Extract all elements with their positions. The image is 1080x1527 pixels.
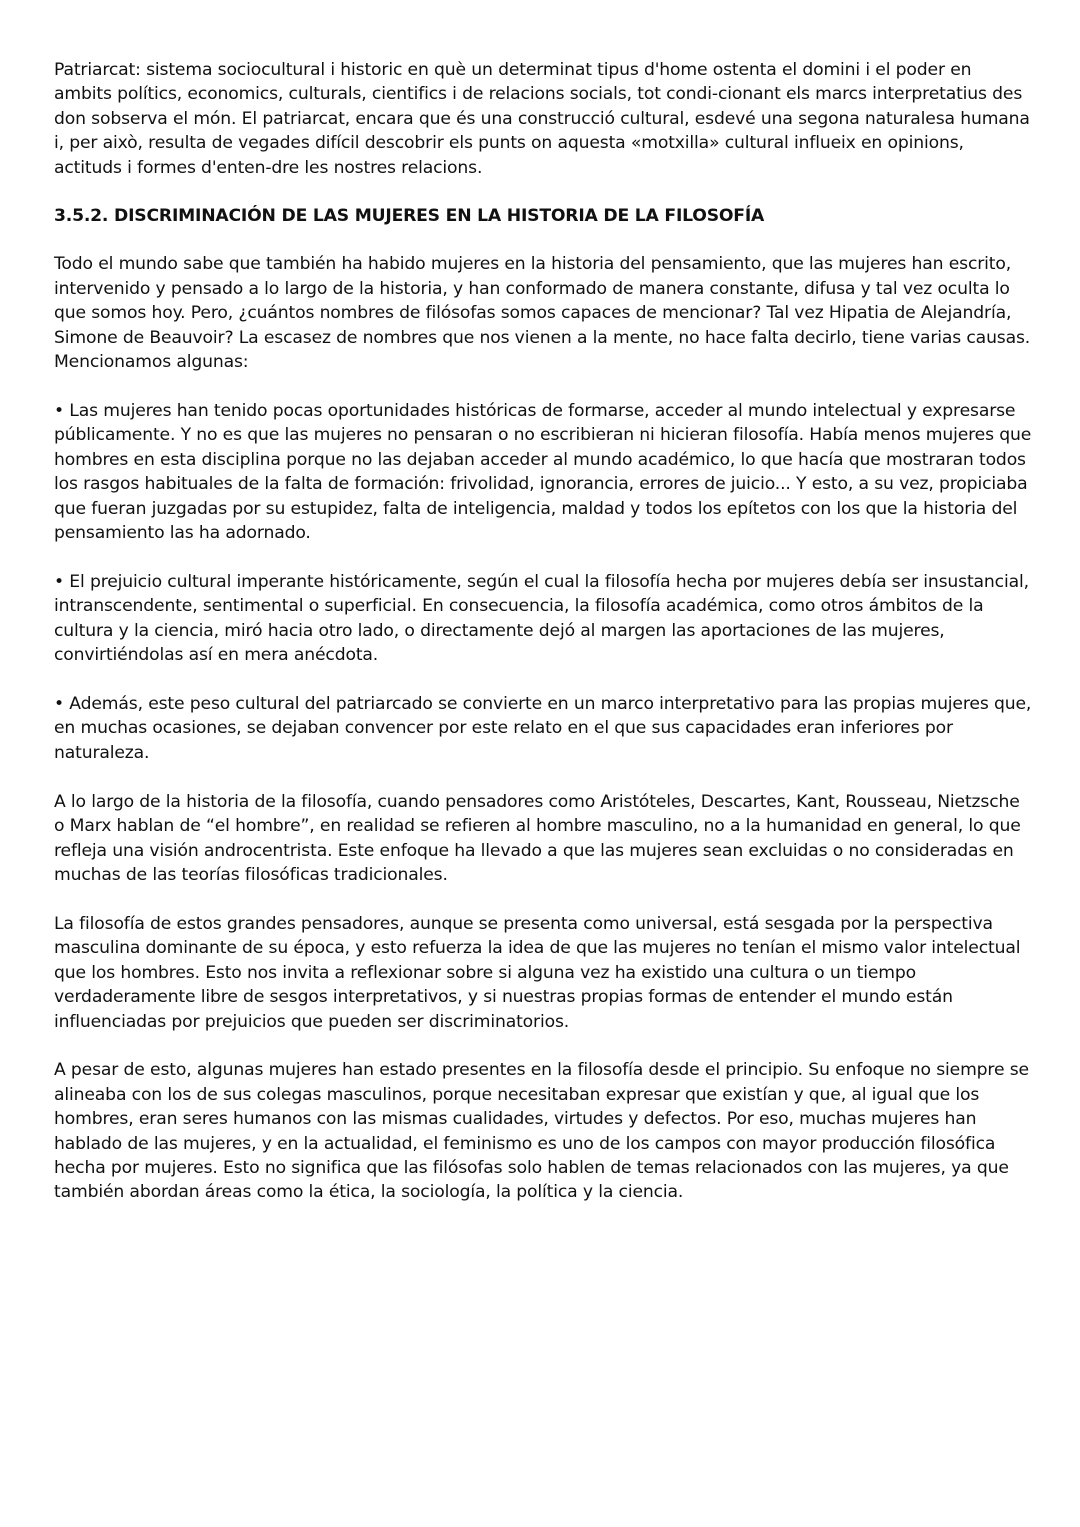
section-heading: 3.5.2. DISCRIMINACIÓN DE LAS MUJERES EN LA HISTORIA DE LA FILOSOFÍA <box>54 206 765 227</box>
patriarcat-definition: Patriarcat: sistema sociocultural i historic en què un determinat tipus d'home ostenta el domini i el poder en ambits polítics, economics, culturals, cientifics i de relacions socials, tot condi-cionant els marcs interpretatius des don sobserva el món. El patriarcat, encara que és una construcció cultural, esdevé una segona naturalesa humana i, per això, resulta de vegades difícil descobrir els punts on aquesta «motxilla» cultural influeix en opinions, actituds i formes d'enten-dre les nostres relacions. <box>54 60 1030 178</box>
bullet-paragraph-interpretive-frame: • Además, este peso cultural del patriarcado se convierte en un marco interpretativo para las propias mujeres que, en muchas ocasiones, se dejaban convencer por este relato en el que sus capacidades eran inferiores por naturaleza. <box>54 694 1032 763</box>
bullet-paragraph-prejudice: • El prejuicio cultural imperante históricamente, según el cual la filosofía hecha por mujeres debía ser insustancial, intranscendente, sentimental o superficial. En consecuencia, la filosofía académica, como otros ámbitos de la cultura y la ciencia, miró hacia otro lado, o directamente dejó al margen las aportaciones de las mujeres, convirtiéndolas así en mera anécdota. <box>54 571 1029 666</box>
bias-paragraph: La filosofía de estos grandes pensadores, aunque se presenta como universal, está sesgada por la perspectiva masculina dominante de su época, y esto refuerza la idea de que las mujeres no tenían el mismo valor intelectual que los hombres. Esto nos invita a reflexionar sobre si alguna vez ha existido una cultura o un tiempo verdaderamente libre de sesgos interpretativos, y si nuestras propias formas de entender el mundo están influenciadas por prejuicios que pueden ser discriminatorios. <box>54 913 1021 1032</box>
women-philosophers-paragraph: A pesar de esto, algunas mujeres han estado presentes en la filosofía desde el principio. Su enfoque no siempre se alineaba con los de sus colegas masculinos, porque necesitaban expresar que existían y que, al igual que los hombres, eran seres humanos con las mismas cualidades, virtudes y defectos. Por eso, muchas mujeres han hablado de las mujeres, y en la actualidad, el feminismo es uno de los campos con mayor producción filosófica hecha por mujeres. Esto no significa que las filósofas solo hablen de temas relacionados con las mujeres, ya que también abordan áreas como la ética, la sociología, la política y la ciencia. <box>54 1060 1029 1203</box>
document-page <box>54 58 1034 1229</box>
intro-paragraph: Todo el mundo sabe que también ha habido mujeres en la historia del pensamiento, que las mujeres han escrito, intervenido y pensado a lo largo de la historia, y han conformado de manera constante, difusa y tal vez oculta lo que somos hoy. Pero, ¿cuántos nombres de filósofas somos capaces de mencionar? Tal vez Hipatia de Alejandría, Simone de Beauvoir? La escasez de nombres que nos vienen a la mente, no hace falta decirlo, tiene varias causas. Mencionamos algunas: <box>54 254 1031 373</box>
androcentrism-paragraph: A lo largo de la historia de la filosofía, cuando pensadores como Aristóteles, Descartes, Kant, Rousseau, Nietzsche o Marx hablan de “el hombre”, en realidad se refieren al hombre masculino, no a la humanidad en general, lo que refleja una visión androcentrista. Este enfoque ha llevado a que las mujeres sean excluidas o no consideradas en muchas de las teorías filosóficas tradicionales. <box>54 791 1021 885</box>
bullet-paragraph-opportunities: • Las mujeres han tenido pocas oportunidades históricas de formarse, acceder al mundo intelectual y expresarse públicamente. Y no es que las mujeres no pensaran o no escribieran ni hicieran filosofía. Había menos mujeres que hombres en esta disciplina porque no las dejaban acceder al mundo académico, lo que hacía que mostraran todos los rasgos habituales de la falta de formación: frivolidad, ignorancia, errores de juicio... Y esto, a su vez, propiciaba que fueran juzgadas por su estupidez, falta de inteligencia, maldad y todos los epítetos con los que la historia del pensamiento las ha adornado. <box>54 400 1032 543</box>
